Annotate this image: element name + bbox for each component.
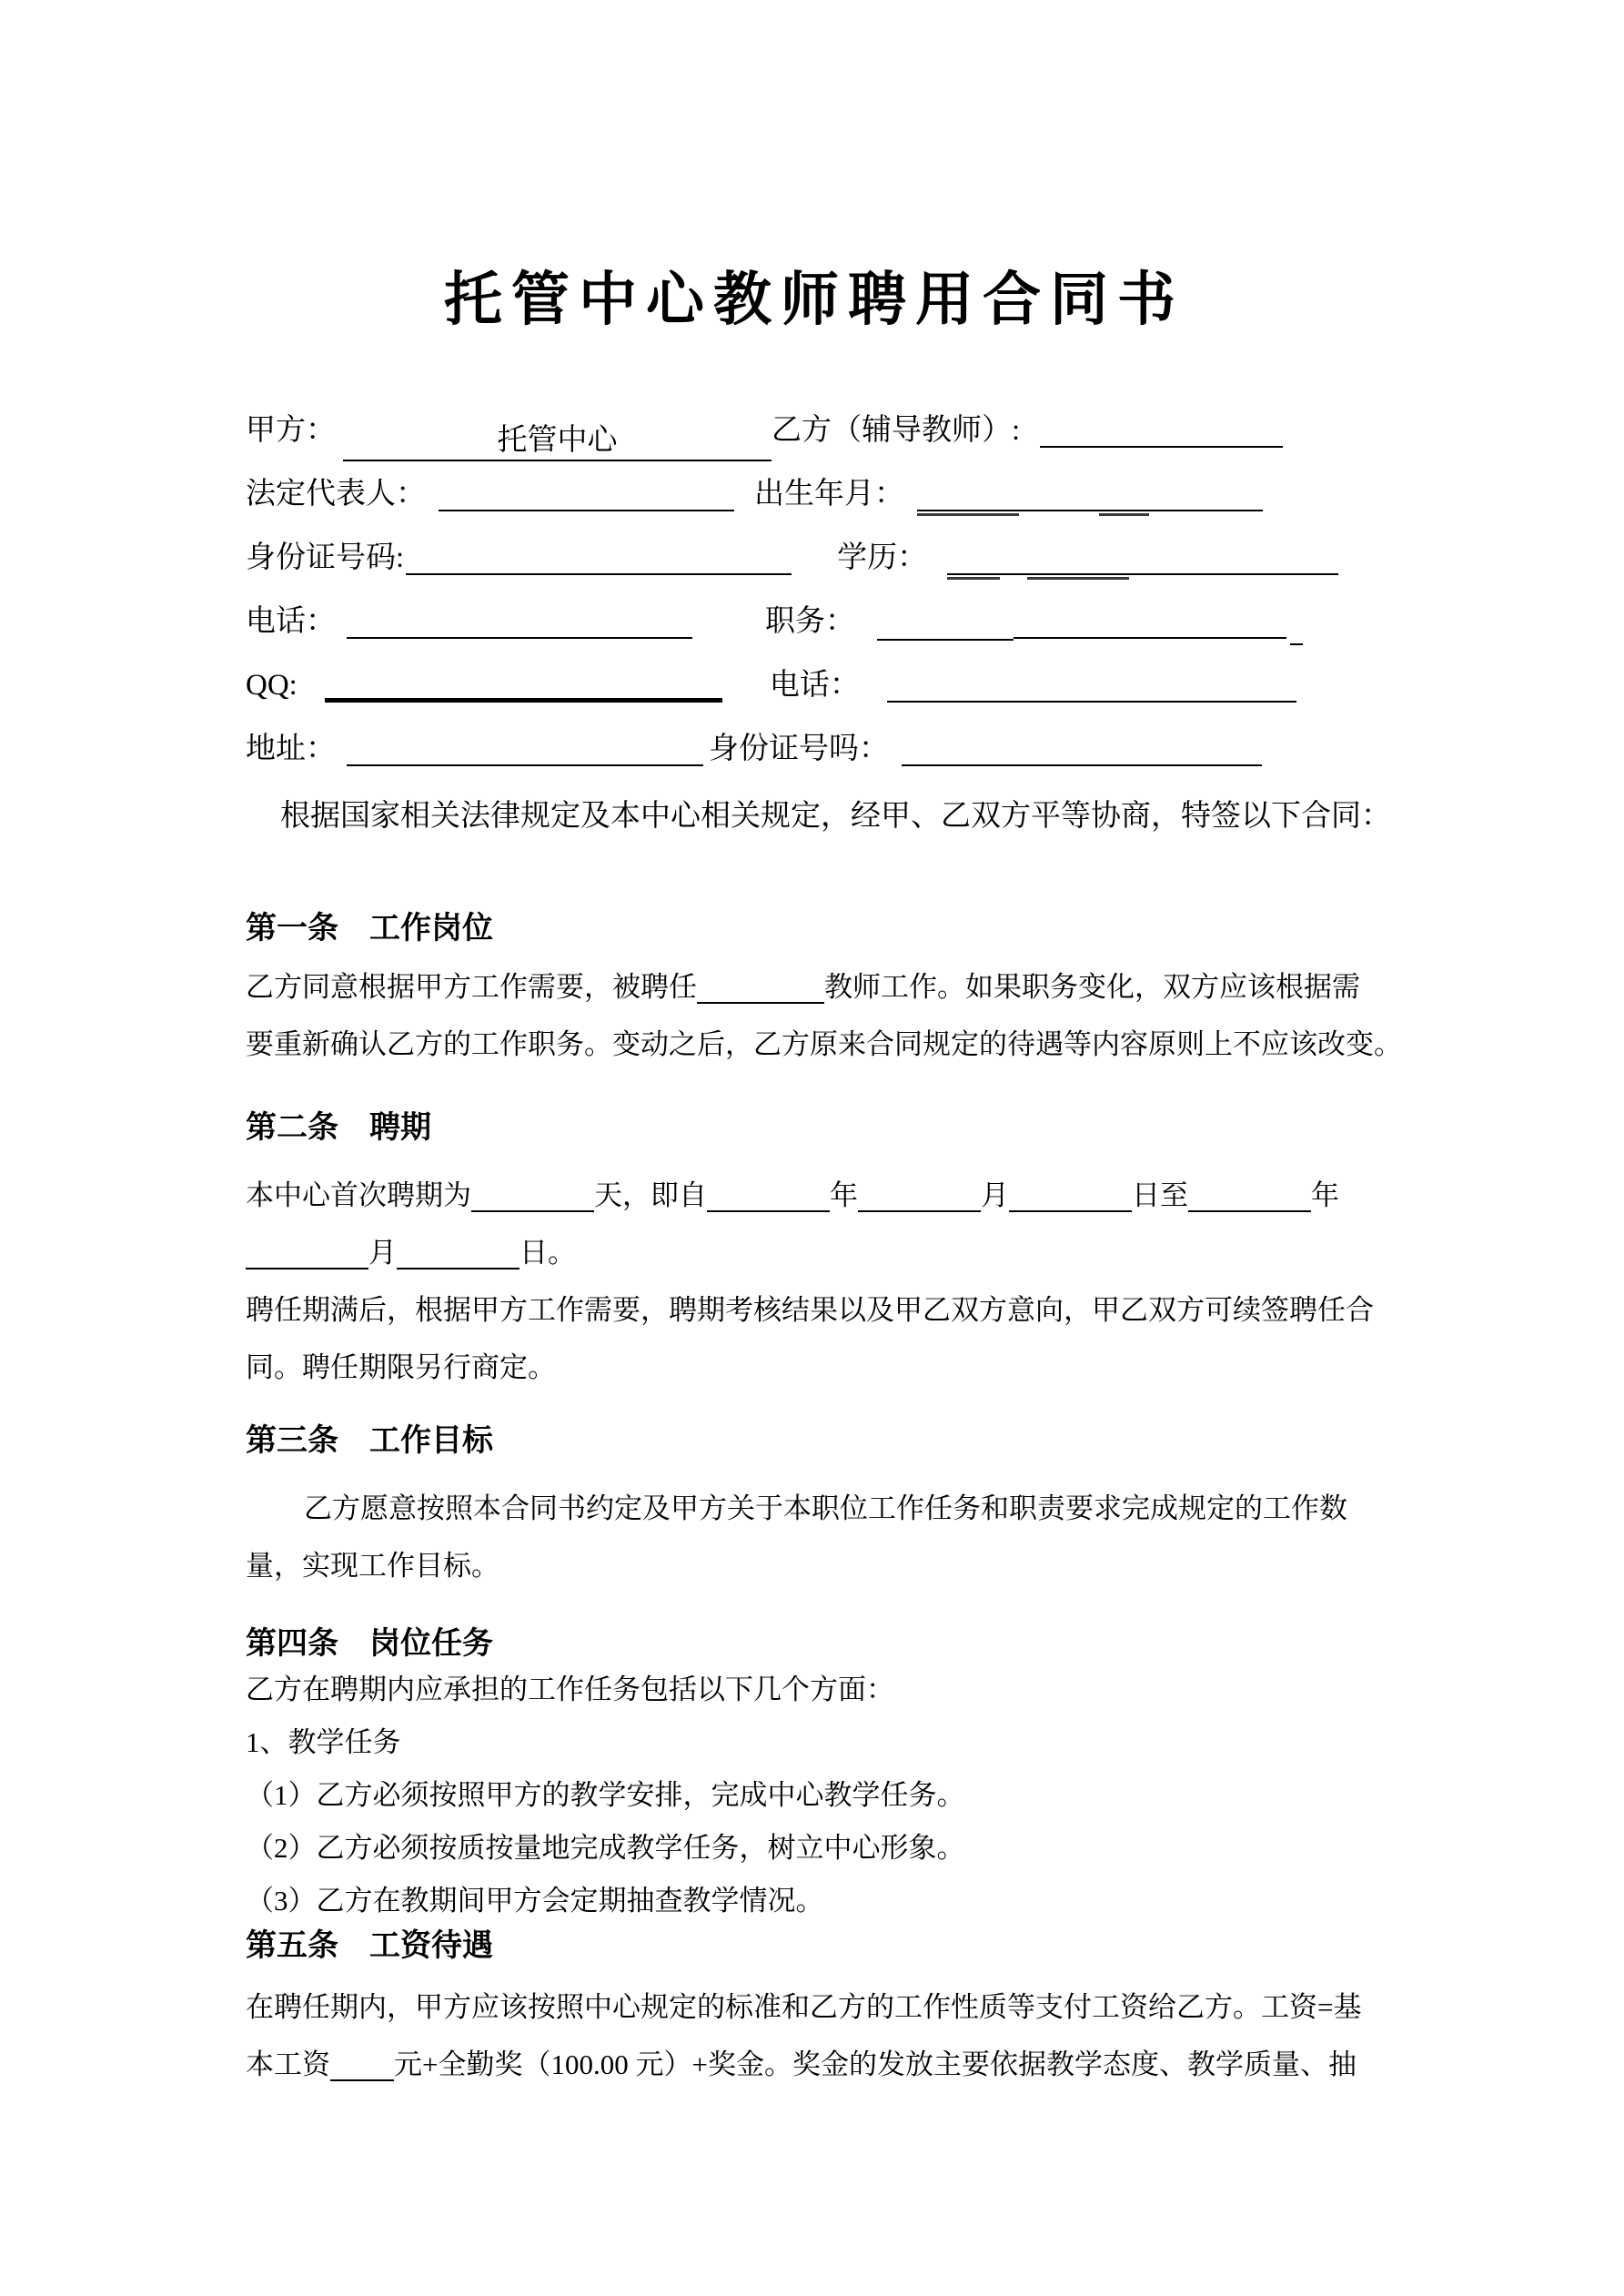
text-run: 法定代表人： xyxy=(246,478,426,511)
blank-field xyxy=(707,1198,830,1212)
form-row-qq-phone-row xyxy=(246,664,1383,706)
blank-field xyxy=(397,1255,519,1269)
section-article-1 xyxy=(246,910,1402,1073)
text-run: 身份证号码: xyxy=(246,541,405,574)
spacer xyxy=(734,501,754,503)
blank-field xyxy=(1014,624,1286,639)
text-run: 乙方（辅导教师）: xyxy=(772,414,1021,447)
section-article-5 xyxy=(246,1927,1383,2093)
spacer xyxy=(860,693,887,694)
text-run: 甲方： xyxy=(246,414,336,447)
spacer xyxy=(889,756,902,758)
text-run: 电话： xyxy=(246,605,336,638)
form-block xyxy=(246,410,1383,792)
blank-field xyxy=(917,497,1263,511)
section-body xyxy=(246,1480,1383,1594)
text-run: 出生年月： xyxy=(754,478,904,511)
text-run: 电话： xyxy=(769,669,860,702)
underline-mark xyxy=(917,513,1019,516)
blank-field xyxy=(902,752,1262,766)
spacer xyxy=(246,1516,304,1518)
form-row-party-row xyxy=(246,410,1383,457)
spacer xyxy=(246,824,280,825)
text-line xyxy=(246,1664,1383,1716)
text-run: 教师工作。如果职务变化，双方应该根据需 xyxy=(824,971,1360,1003)
text-run: 本中心首次聘期为 xyxy=(246,1179,471,1211)
blank-field xyxy=(1188,1198,1311,1212)
blank-field xyxy=(325,685,722,703)
section-heading: 第一条 工作岗位 xyxy=(246,911,493,946)
section-body xyxy=(246,1978,1383,2093)
blank-field xyxy=(343,421,772,461)
form-row-address-row xyxy=(246,728,1383,770)
text-line xyxy=(246,795,1391,837)
text-run: 日。 xyxy=(519,1237,576,1269)
spacer xyxy=(336,629,347,631)
spacer xyxy=(904,501,917,503)
section-body xyxy=(246,1664,1383,1927)
text-line xyxy=(246,1339,1383,1396)
text-run: 在聘任期内，甲方应该按照中心规定的标准和乙方的工作性质等支付工资给乙方。工资=基 xyxy=(246,1991,1362,2023)
text-run: 乙方在聘期内应承担的工作任务包括以下几个方面： xyxy=(246,1674,894,1705)
text-run: 本工资 xyxy=(246,2048,330,2080)
form-row-legal-rep-row xyxy=(246,473,1383,515)
text-run: 同。聘任期限另行商定。 xyxy=(246,1351,556,1383)
underline-mark xyxy=(1099,513,1149,516)
text-run: 乙方同意根据甲方工作需要，被聘任 xyxy=(246,971,697,1003)
section-heading: 第二条 聘期 xyxy=(246,1110,431,1145)
text-run: （1）乙方必须按照甲方的教学安排，完成中心教学任务。 xyxy=(246,1779,965,1811)
text-line xyxy=(246,1875,1383,1927)
spacer xyxy=(336,756,347,758)
text-run: 量，实现工作目标。 xyxy=(246,1550,499,1582)
text-run: 乙方愿意按照本合同书约定及甲方关于本职位工作任务和职责要求完成规定的工作数 xyxy=(304,1492,1347,1524)
section-article-3 xyxy=(246,1422,1383,1594)
text-line xyxy=(246,1537,1383,1594)
spacer xyxy=(855,629,877,631)
text-line xyxy=(246,1769,1383,1822)
form-row-id-number-row xyxy=(246,537,1383,579)
intro-paragraph xyxy=(246,795,1391,837)
section-article-2 xyxy=(246,1109,1383,1396)
spacer xyxy=(692,629,765,631)
text-line xyxy=(246,958,1383,1016)
text-run: （2）乙方必须按质按量地完成教学任务，树立中心形象。 xyxy=(246,1832,965,1864)
spacer xyxy=(426,501,439,503)
text-line xyxy=(246,1822,1383,1875)
text-run: 月 xyxy=(368,1237,397,1269)
text-run: 地址： xyxy=(246,733,336,765)
spacer xyxy=(336,438,343,440)
spacer xyxy=(1020,438,1040,440)
text-line xyxy=(246,1281,1383,1339)
text-run: 要重新确认乙方的工作职务。变动之后，乙方原来合同规定的待遇等内容原则上不应该改变。 xyxy=(246,1028,1402,1060)
text-line xyxy=(246,1978,1383,2036)
spacer xyxy=(927,565,947,567)
blank-field xyxy=(439,497,734,511)
text-run: 年 xyxy=(830,1179,858,1211)
spacer xyxy=(298,693,325,694)
text-run: 元+全勤奖（100.00 元）+奖金。奖金的发放主要依据教学态度、教学质量、抽 xyxy=(394,2048,1357,2080)
document-title: 托管中心教师聘用合同书 xyxy=(444,267,1185,332)
text-run: 身份证号吗： xyxy=(709,733,889,765)
blank-field xyxy=(877,626,1014,641)
text-line xyxy=(246,1716,1383,1769)
text-line xyxy=(246,1167,1383,1224)
blank-fill-text: 托管中心 xyxy=(497,424,618,457)
blank-field xyxy=(347,624,692,639)
text-run: 天，即自 xyxy=(594,1179,707,1211)
blank-field xyxy=(697,989,824,1004)
form-row-phone-title-row xyxy=(246,601,1383,642)
section-heading: 第四条 岗位任务 xyxy=(246,1626,493,1661)
blank-field xyxy=(947,561,1338,575)
spacer xyxy=(722,693,770,694)
underline-mark xyxy=(1027,577,1129,580)
section-body xyxy=(246,1167,1383,1396)
text-run: 年 xyxy=(1311,1179,1339,1211)
spacer xyxy=(792,565,837,567)
blank-field xyxy=(858,1198,981,1212)
text-line xyxy=(246,1224,1383,1281)
blank-field xyxy=(1290,631,1303,645)
text-run: QQ: xyxy=(246,669,298,702)
text-line xyxy=(246,1016,1402,1073)
blank-field xyxy=(1040,433,1283,448)
text-run: （3）乙方在教期间甲方会定期抽查教学情况。 xyxy=(246,1885,824,1917)
text-line xyxy=(246,1480,1383,1537)
blank-field xyxy=(330,2067,394,2081)
section-heading: 第五条 工资待遇 xyxy=(246,1928,493,1963)
text-line xyxy=(246,2036,1383,2093)
text-run: 职务： xyxy=(765,605,855,638)
blank-field xyxy=(471,1198,594,1212)
blank-field xyxy=(246,1255,368,1269)
blank-field xyxy=(1009,1198,1132,1212)
underline-mark xyxy=(947,577,1000,580)
blank-field xyxy=(887,688,1296,703)
section-article-4 xyxy=(246,1625,1383,1927)
text-run: 学历： xyxy=(837,541,928,574)
text-run: 根据国家相关法律规定及本中心相关规定，经甲、乙双方平等协商，特签以下合同： xyxy=(280,800,1391,833)
section-body xyxy=(246,958,1402,1073)
text-run: 1、教学任务 xyxy=(246,1726,401,1758)
text-run: 月 xyxy=(981,1179,1009,1211)
text-run: 聘任期满后，根据甲方工作需要，聘期考核结果以及甲乙双方意向，甲乙双方可续签聘任合 xyxy=(246,1294,1374,1326)
section-heading: 第三条 工作目标 xyxy=(246,1423,493,1458)
text-run: 日至 xyxy=(1132,1179,1188,1211)
blank-field xyxy=(347,752,703,766)
blank-field xyxy=(406,561,792,575)
